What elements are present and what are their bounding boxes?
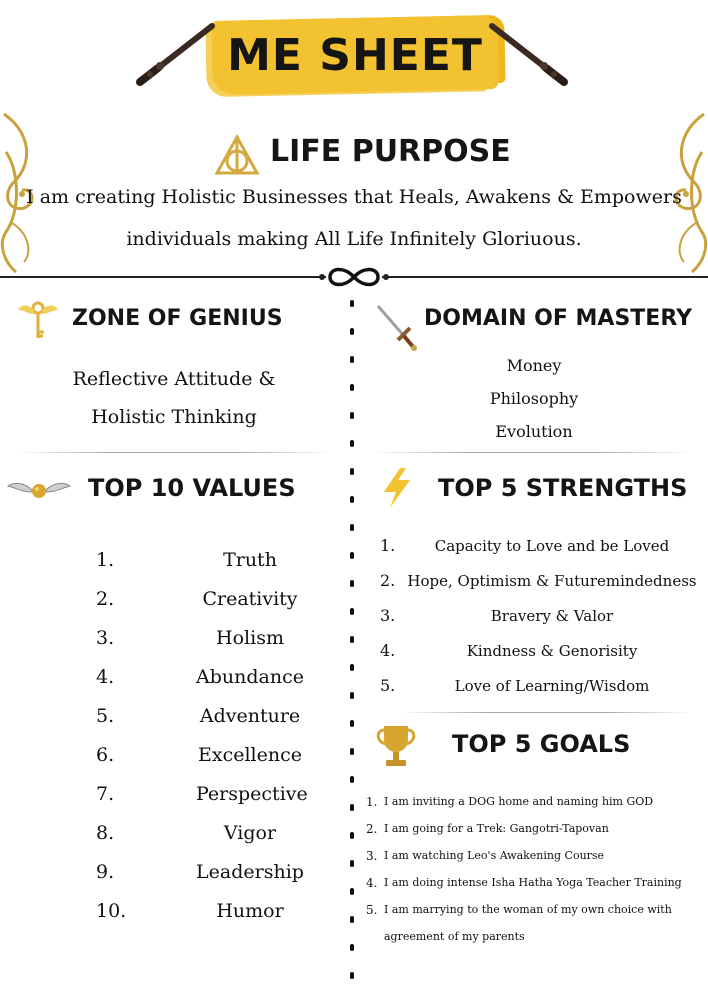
list-item [0,813,340,852]
list-item [0,774,340,813]
value-label: Adventure [199,704,301,727]
lightning-bolt-icon [380,466,414,510]
list-item [0,852,340,891]
life-purpose-line-2: individuals making All Life Infinitely Gloriuous. [126,228,582,250]
list-number: 3. [96,626,115,649]
list-item [366,815,706,842]
goal-label: I am inviting a DOG home and naming him GOD [384,795,654,808]
value-label: Creativity [202,587,298,610]
strengths-list [380,528,704,703]
zone-of-genius-line-2: Holistic Thinking [91,406,257,428]
mastery-item: Money [506,356,562,375]
goals-list [366,788,706,950]
separator-dot [350,776,354,783]
goal-label: I am doing intense Isha Hatha Yoga Teacher Training [384,876,682,889]
list-item [366,896,706,923]
list-item [0,735,340,774]
list-number: 8. [96,821,115,844]
separator-dot [350,524,354,531]
list-number: 3. [366,848,378,863]
separator-dot [350,552,354,559]
list-number: 1. [366,794,378,809]
sword-icon [374,302,418,352]
separator-dot [350,692,354,699]
infinity-ornament [286,264,422,290]
separator-dot [350,636,354,643]
separator-dot [350,804,354,811]
life-purpose-line-1: I am creating Holistic Businesses that Heals, Awakens & Empowers [26,186,682,208]
value-label: Excellence [198,743,302,766]
list-item [380,633,704,668]
list-number: 3. [380,606,396,625]
separator-dot [350,580,354,587]
life-purpose-heading: LIFE PURPOSE [270,134,511,169]
list-number: 5. [366,902,378,917]
domain-of-mastery-heading: DOMAIN OF MASTERY [424,306,692,331]
top-10-values-heading: TOP 10 VALUES [88,474,296,502]
list-number: 2. [380,571,396,590]
separator-dot [350,888,354,895]
separator-dot [350,664,354,671]
separator-dot [350,328,354,335]
value-label: Truth [223,548,277,571]
strength-label: Love of Learning/Wisdom [454,676,650,695]
value-label: Humor [216,899,284,922]
separator-dot [350,972,354,979]
separator-dot [350,860,354,867]
separator-dot [350,440,354,447]
values-list [0,540,340,930]
list-item [0,540,340,579]
list-item [366,869,706,896]
goal-label-continuation: agreement of my parents [384,930,525,943]
list-item [380,563,704,598]
separator-dot [350,300,354,307]
separator-dot [350,916,354,923]
list-item [0,657,340,696]
divider-left [16,452,332,453]
list-number: 5. [96,704,115,727]
list-item [380,528,704,563]
page-title: ME SHEET [227,29,483,81]
separator-dot [350,608,354,615]
list-item [366,788,706,815]
trophy-icon [376,722,416,770]
top-5-goals-heading: TOP 5 GOALS [452,730,631,758]
winged-key-icon [16,298,60,342]
list-number: 4. [96,665,115,688]
divider-right-2 [400,712,692,713]
list-number: 9. [96,860,115,883]
goal-label: I am going for a Trek: Gangotri-Tapovan [384,822,609,835]
list-item [0,891,340,930]
list-number: 10. [96,899,127,922]
top-5-strengths-heading: TOP 5 STRENGTHS [438,474,688,502]
list-number: 1. [380,536,396,555]
list-number: 5. [380,676,396,695]
zone-of-genius-heading: ZONE OF GENIUS [72,306,283,331]
list-number: 6. [96,743,115,766]
list-number: 7. [96,782,115,805]
list-number: 4. [366,875,378,890]
divider-right [372,452,692,453]
value-label: Perspective [196,782,308,805]
separator-dot [350,944,354,951]
list-item [0,696,340,735]
mastery-item: Philosophy [489,389,579,408]
separator-dot [350,496,354,503]
wand-icon [482,18,572,88]
mastery-item: Evolution [495,422,573,441]
column-separator [348,300,356,980]
strength-label: Capacity to Love and be Loved [434,536,670,555]
list-item [0,579,340,618]
golden-snitch-icon [6,476,72,504]
list-number: 2. [96,587,115,610]
list-number: 1. [96,548,115,571]
strength-label: Hope, Optimism & Futuremindedness [407,571,697,590]
list-number: 4. [380,641,396,660]
zone-of-genius-line-1: Reflective Attitude & [72,368,276,390]
list-item [366,842,706,869]
strength-label: Kindness & Genorisity [466,641,638,660]
value-label: Holism [216,626,284,649]
separator-dot [350,384,354,391]
value-label: Abundance [196,665,304,688]
strength-label: Bravery & Valor [490,606,614,625]
separator-dot [350,748,354,755]
separator-dot [350,832,354,839]
goal-label: I am watching Leo's Awakening Course [384,849,605,862]
wand-icon [132,18,222,88]
list-item [0,618,340,657]
list-number: 2. [366,821,378,836]
list-item-continuation [366,923,706,950]
goal-label: I am marrying to the woman of my own choice with [384,903,672,916]
separator-dot [350,468,354,475]
list-item [380,668,704,703]
separator-dot [350,412,354,419]
deathly-hallows-icon [214,134,260,176]
value-label: Vigor [223,821,277,844]
separator-dot [350,720,354,727]
separator-dot [350,356,354,363]
value-label: Leadership [196,860,304,883]
list-item [380,598,704,633]
